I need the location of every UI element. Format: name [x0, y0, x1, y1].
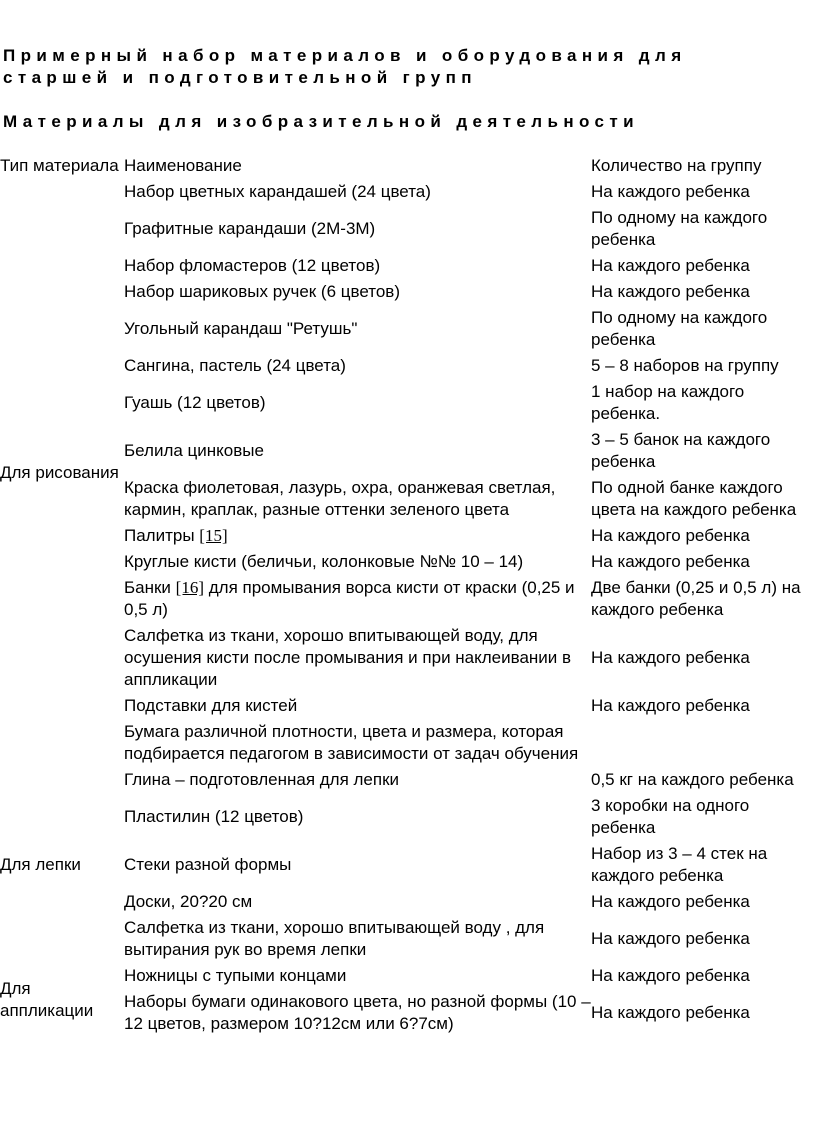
document-heading: Примерный набор материалов и оборудования для старшей и подготовительной групп [3, 46, 687, 87]
footnote-reference[interactable]: [15] [199, 526, 228, 545]
item-quantity-cell: Набор из 3 – 4 стек на каждого ребенка [591, 844, 768, 885]
item-quantity-cell: На каждого ребенка [591, 526, 750, 545]
item-quantity-cell: На каждого ребенка [591, 648, 750, 667]
item-quantity-cell: По одной банке каждого цвета на каждого ребенка [591, 478, 797, 519]
item-name-cell: Набор шариковых ручек (6 цветов) [124, 282, 400, 301]
item-quantity-cell: 1 набор на каждого ребенка. [591, 382, 745, 423]
table-row [0, 180, 812, 206]
item-quantity-cell: На каждого ребенка [591, 256, 750, 275]
item-name-cell: Графитные карандаши (2М-3М) [124, 219, 376, 238]
item-quantity-cell: На каждого ребенка [591, 552, 750, 571]
item-quantity-cell [591, 720, 812, 768]
item-name-cell [124, 576, 591, 624]
item-name-text: Палитры [124, 526, 195, 545]
item-name-cell [124, 524, 591, 550]
material-type-cell: Для аппликации [0, 979, 94, 1020]
item-quantity-cell: На каждого ребенка [591, 182, 750, 201]
header-name: Наименование [124, 156, 242, 175]
item-quantity-cell: 0,5 кг на каждого ребенка [591, 770, 794, 789]
table-row [0, 964, 812, 990]
item-name-cell: Набор цветных карандашей (24 цвета) [124, 182, 431, 201]
item-quantity-cell: По одному на каждого ребенка [591, 308, 768, 349]
item-name-cell: Пластилин (12 цветов) [124, 807, 304, 826]
item-name-cell: Стеки разной формы [124, 855, 292, 874]
item-quantity-cell: На каждого ребенка [591, 282, 750, 301]
header-qty: Количество на группу [591, 156, 762, 175]
item-name-cell: Салфетка из ткани, хорошо впитывающей воду , для вытирания рук во время лепки [124, 918, 545, 959]
item-name-cell: Угольный карандаш "Ретушь" [124, 319, 358, 338]
item-quantity-cell: Две банки (0,25 и 0,5 л) на каждого ребенка [591, 578, 801, 619]
item-name-text: Банки [124, 578, 171, 597]
item-quantity-cell: 3 – 5 банок на каждого ребенка [591, 430, 771, 471]
item-name-text: для промывания ворса кисти от краски (0,25 и 0,5 л) [124, 578, 575, 619]
table-header-row [0, 154, 812, 180]
item-name-cell: Глина – подготовленная для лепки [124, 770, 400, 789]
item-name-cell: Белила цинковые [124, 441, 264, 460]
item-name-cell: Наборы бумаги одинакового цвета, но разной формы (10 – 12 цветов, размером 10?12см или 6?7см) [124, 992, 591, 1033]
item-quantity-cell: 3 коробки на одного ребенка [591, 796, 750, 837]
material-type-cell: Для рисования [0, 463, 119, 482]
item-quantity-cell: На каждого ребенка [591, 1003, 750, 1022]
item-name-cell: Салфетка из ткани, хорошо впитывающей воду, для осушения кисти после промывания и при наклеивании в аппликации [124, 626, 572, 689]
item-name-cell: Краска фиолетовая, лазурь, охра, оранжевая светлая, кармин, краплак, разные оттенки зеленого цвета [124, 478, 556, 519]
header-type: Тип материала [0, 156, 119, 175]
materials-table-body [0, 154, 812, 1038]
item-name-cell: Ножницы с тупыми концами [124, 966, 347, 985]
table-row [0, 768, 812, 794]
materials-table [0, 154, 812, 1038]
item-quantity-cell: На каждого ребенка [591, 929, 750, 948]
material-type-cell: Для лепки [0, 855, 81, 874]
item-quantity-cell: 5 – 8 наборов на группу [591, 356, 779, 375]
item-name-cell: Круглые кисти (беличьи, колонковые №№ 10 – 14) [124, 552, 524, 571]
footnote-reference[interactable]: [16] [175, 578, 204, 597]
item-name-cell: Гуашь (12 цветов) [124, 393, 266, 412]
item-quantity-cell: На каждого ребенка [591, 696, 750, 715]
item-name-cell: Подставки для кистей [124, 696, 298, 715]
item-quantity-cell: На каждого ребенка [591, 966, 750, 985]
item-name-cell: Сангина, пастель (24 цвета) [124, 356, 346, 375]
item-name-cell: Бумага различной плотности, цвета и размера, которая подбирается педагогом в зависимости от задач обучения [124, 722, 579, 763]
item-quantity-cell: На каждого ребенка [591, 892, 750, 911]
item-name-cell: Набор фломастеров (12 цветов) [124, 256, 381, 275]
item-name-cell: Доски, 20?20 см [124, 892, 253, 911]
section-heading: Материалы для изобразительной деятельности [3, 112, 639, 131]
item-quantity-cell: По одному на каждого ребенка [591, 208, 768, 249]
